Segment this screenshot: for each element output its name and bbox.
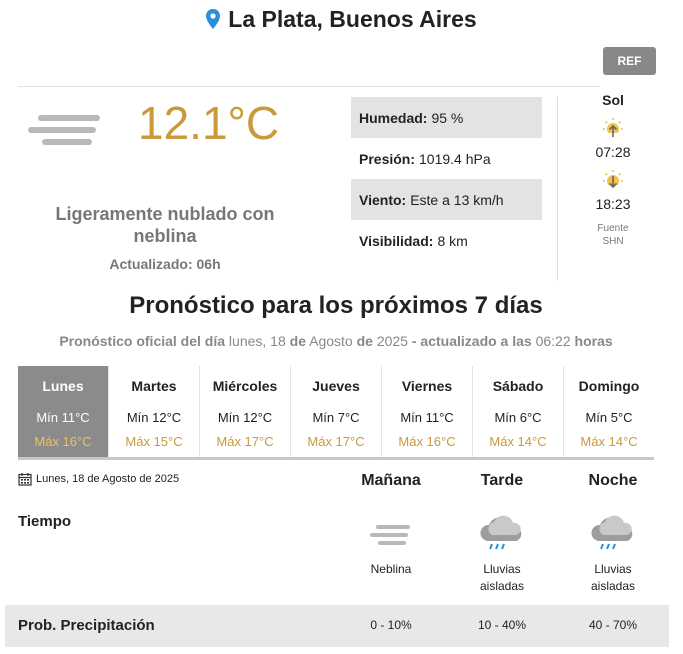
- rain-cloud-icon: [457, 515, 547, 555]
- day-tab-jueves[interactable]: Jueves Mín 7°C Máx 17°C: [291, 366, 382, 457]
- precip-manana: 0 - 10%: [370, 618, 412, 632]
- sun-panel: [580, 92, 646, 248]
- precip-tarde: 10 - 40%: [477, 618, 527, 632]
- sun-title: Sol: [602, 92, 624, 108]
- precip-noche: 40 - 70%: [588, 618, 638, 632]
- stat-pressure: Presión: 1019.4 hPa: [359, 150, 491, 167]
- stat-wind: Viento: Este a 13 km/h: [351, 179, 542, 220]
- tiempo-label: Tiempo: [18, 513, 72, 530]
- day-tab-lunes[interactable]: Lunes Mín 11°C Máx 16°C: [18, 366, 109, 457]
- sunrise-time: 07:28: [595, 144, 631, 160]
- condition-noche: Lluvias aisladas: [568, 515, 658, 595]
- location-title: [0, 6, 683, 35]
- day-tab-domingo[interactable]: Domingo Mín 5°C Máx 14°C: [578, 378, 640, 449]
- condition-tarde: Lluvias aisladas: [457, 515, 547, 595]
- current-temperature: 12.1°C: [138, 97, 280, 149]
- period-noche: Noche: [588, 472, 638, 489]
- stats-table: [351, 97, 542, 261]
- condition-manana: Neblina: [346, 515, 436, 578]
- source-label: Fuente SHN: [597, 223, 629, 247]
- sunrise-icon: [580, 116, 646, 140]
- location-name: La Plata, Buenos Aires: [228, 6, 477, 32]
- current-condition: Ligeramente nublado con neblina: [55, 204, 275, 246]
- day-tab-viernes[interactable]: Viernes Mín 11°C Máx 16°C: [382, 366, 473, 457]
- sunset-time: 18:23: [595, 196, 631, 212]
- day-tab-martes[interactable]: Martes Mín 12°C Máx 15°C: [109, 366, 200, 457]
- precipitation-label: Prob. Precipitación: [18, 617, 155, 634]
- mist-icon: [28, 112, 104, 157]
- ref-button[interactable]: REF: [603, 47, 656, 75]
- location-pin-icon: [206, 8, 220, 35]
- stat-visibility: Visibilidad: 8 km: [359, 232, 468, 249]
- updated-time: Actualizado: 06h: [109, 256, 221, 272]
- calendar-icon: [18, 472, 32, 486]
- rain-cloud-icon: [568, 515, 658, 555]
- period-tarde: Tarde: [480, 472, 524, 489]
- detail-date: Lunes, 18 de Agosto de 2025: [18, 472, 179, 486]
- day-tabs: [18, 366, 654, 460]
- period-manana: Mañana: [361, 472, 421, 489]
- sunset-icon: [580, 168, 646, 192]
- day-tab-miercoles[interactable]: Miércoles Mín 12°C Máx 17°C: [200, 366, 291, 457]
- header-divider: [18, 86, 600, 87]
- stats-divider: [557, 97, 558, 281]
- forecast-subtitle: Pronóstico oficial del día lunes, 18 de Agosto de 2025 - actualizado a las 06:22 horas: [59, 333, 613, 349]
- day-tab-sabado[interactable]: Sábado Mín 6°C Máx 14°C: [473, 366, 564, 457]
- mist-icon: [346, 515, 436, 555]
- forecast-title: Pronóstico para los próximos 7 días: [129, 292, 543, 319]
- stat-humidity: Humedad: 95 %: [351, 97, 542, 138]
